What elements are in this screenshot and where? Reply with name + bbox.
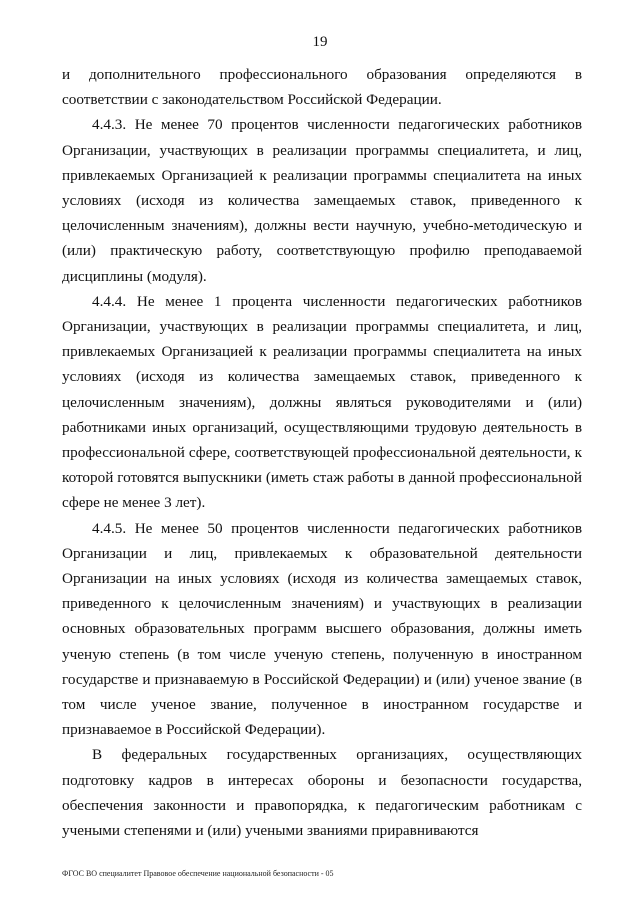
paragraph-continuation: и дополнительного профессионального образования определяются в соответствии с законодательством Российской Федерации. — [62, 66, 582, 109]
paragraph-4-4-3: 4.4.3. Не менее 70 процентов численности педагогических работников Организации, участвующих в реализации программы специалитета, и лиц, привлекаемых Организацией к реализации программы специалитета на иных условиях (исходя из количества замещаемых ставок, приведенного к целочисленным значениям), должны вести научную, учебно-методическую и (или) практическую работу, соответствующую профилю преподаваемой дисциплины (модуля). — [62, 116, 582, 285]
page-number: 19 — [312, 34, 328, 50]
paragraph-federal-organizations: В федеральных государственных организациях, осуществляющих подготовку кадров в интересах обороны и безопасности государства, обеспечения законности и правопорядка, к педагогическим работникам с учеными степенями и (или) учеными званиями приравниваются — [62, 746, 582, 840]
paragraph-4-4-4: 4.4.4. Не менее 1 процента численности педагогических работников Организации, участвующих в реализации программы специалитета, и лиц, привлекаемых Организацией к реализации программы специалитета на иных условиях (исходя из количества замещаемых ставок, приведенного к целочисленным значениям), должны являться руководителями и (или) работниками иных организаций, осуществляющими трудовую деятельность в профессиональной сфере, соответствующей профессиональной деятельности, к которой готовятся выпускники (иметь стаж работы в данной профессиональной сфере не менее 3 лет). — [62, 292, 582, 512]
page-footer: ФГОС ВО специалитет Правовое обеспечение национальной безопасности - 05 — [62, 869, 334, 878]
paragraph-4-4-5: 4.4.5. Не менее 50 процентов численности педагогических работников Организации и лиц, привлекаемых к образовательной деятельности Организации на иных условиях (исходя из количества замещаемых ставок, приведенного к целочисленным значениям) и участвующих в реализации основных образовательных программ высшего образования, должны иметь ученую степень (в том числе ученую степень, полученную в иностранном государстве и признаваемую в Российской Федерации) и (или) ученое звание (в том числе ученое звание, полученное в иностранном государстве и признаваемое в Российской Федерации). — [62, 519, 582, 739]
document-body — [62, 62, 582, 843]
